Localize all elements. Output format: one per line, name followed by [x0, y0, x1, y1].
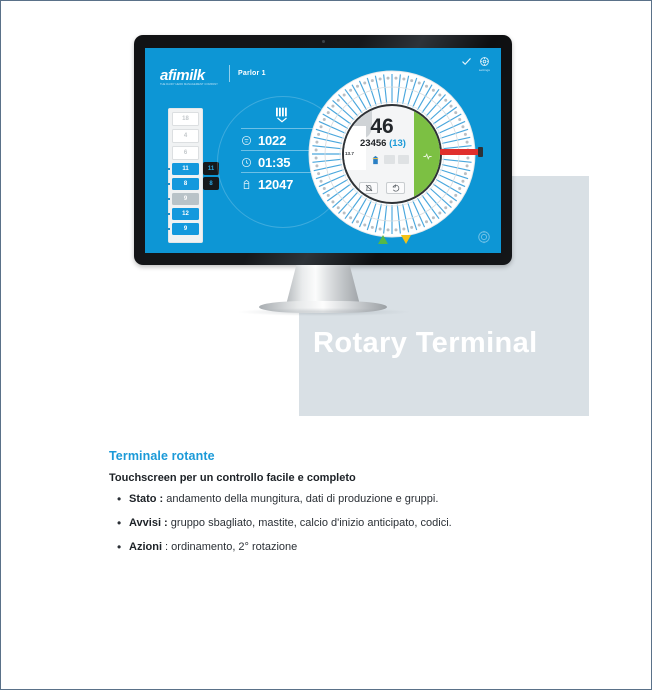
heartbeat-icon	[423, 152, 432, 161]
stall-item[interactable]	[172, 208, 199, 220]
stall-badge: 11	[203, 162, 219, 175]
list-item-text: andamento della mungitura, dati di produzione e gruppi.	[163, 493, 439, 505]
list-item-term: Azioni	[129, 541, 162, 554]
settings-gear-icon	[479, 56, 490, 67]
list-item-term: Avvisi :	[129, 517, 168, 530]
bell-off-icon	[365, 184, 373, 192]
kpi-value: 1022	[258, 132, 287, 148]
parlor-label: Parlor 1	[238, 70, 266, 77]
stall-tick	[165, 213, 170, 215]
mute-alert-button[interactable]	[359, 182, 378, 194]
check-icon-wrap[interactable]	[461, 56, 472, 67]
list-item-term: Stato :	[129, 493, 164, 505]
feature-list	[109, 493, 579, 555]
header-divider	[229, 65, 230, 82]
milk-can-small-icon	[370, 154, 381, 165]
watermark-title: Rotary Terminal	[313, 327, 538, 359]
status-chip	[398, 155, 409, 164]
clock-icon	[241, 157, 252, 168]
cow-id-value: 23456	[360, 138, 387, 149]
position-indicator-cap	[478, 147, 483, 157]
terminal-screen	[145, 48, 501, 253]
monitor	[134, 35, 512, 265]
stall-value: 11	[182, 166, 189, 172]
stall-tick	[165, 198, 170, 200]
rotation-icon[interactable]	[477, 230, 491, 244]
check-icon	[461, 56, 472, 67]
disc-action-buttons	[344, 182, 420, 194]
copy-block	[109, 449, 579, 566]
stall-item[interactable]	[172, 129, 199, 143]
list-item	[129, 517, 579, 530]
milk-can-icon	[241, 179, 252, 190]
webcam-dot	[322, 40, 325, 43]
stall-item[interactable]	[172, 178, 213, 190]
monitor-stand-neck	[286, 265, 360, 305]
monitor-shadow	[239, 308, 409, 316]
exit-marker	[401, 235, 411, 244]
stall-value: 18	[182, 116, 189, 122]
page-title: Terminale rotante	[109, 449, 215, 463]
brand-tagline: THE DAIRY HERD MANAGEMENT COMPANY	[160, 83, 219, 86]
stall-item[interactable]	[172, 223, 199, 235]
stall-item[interactable]	[172, 146, 199, 160]
disc-status-icons	[370, 154, 409, 165]
afimilk-logo	[160, 68, 224, 87]
stall-list	[168, 108, 215, 243]
start-marker	[378, 235, 388, 244]
rotary-carousel[interactable]	[308, 70, 476, 238]
list-item	[129, 541, 579, 554]
kpi-value: 01:35	[258, 154, 291, 170]
stall-value: 6	[183, 150, 188, 156]
stall-tick	[165, 228, 170, 230]
stall-tick	[165, 183, 170, 185]
stall-value: 12	[182, 211, 189, 217]
disc-left-value: 13.7	[345, 151, 354, 156]
settings-gear-icon-wrap[interactable]	[479, 56, 490, 72]
stall-value: 4	[183, 133, 188, 139]
page-subtitle: Touchscreen per un controllo facile e completo	[109, 472, 356, 484]
stall-item[interactable]	[172, 163, 215, 175]
hero-product-image	[1, 1, 651, 431]
list-item	[129, 493, 579, 506]
rotate-back-button[interactable]	[386, 182, 405, 194]
status-chip	[384, 155, 395, 164]
milking-units-icon	[273, 106, 291, 124]
stall-tick	[165, 168, 170, 170]
stall-item[interactable]	[172, 193, 199, 205]
settings-label: settings	[478, 68, 490, 72]
stall-badge: 8	[203, 177, 219, 190]
brand-name: afimilk	[160, 67, 205, 84]
kpi-value: 12047	[258, 176, 294, 192]
current-cow-id	[344, 139, 422, 149]
undo-rotation-icon	[392, 184, 400, 192]
position-indicator	[440, 149, 482, 155]
stall-value: 9	[183, 196, 188, 202]
cow-count-icon	[241, 135, 252, 146]
session-count: (13)	[389, 138, 406, 149]
stall-item[interactable]	[172, 112, 199, 126]
carousel-center-disc	[342, 104, 442, 204]
stall-value: 8	[183, 181, 188, 187]
list-item-text: gruppo sbagliato, mastite, calcio d'inizio anticipato, codici.	[167, 517, 452, 530]
stall-value: 9	[183, 226, 188, 232]
list-item-text: : ordinamento, 2° rotazione	[162, 541, 298, 554]
current-stall-number: 46	[370, 115, 394, 138]
